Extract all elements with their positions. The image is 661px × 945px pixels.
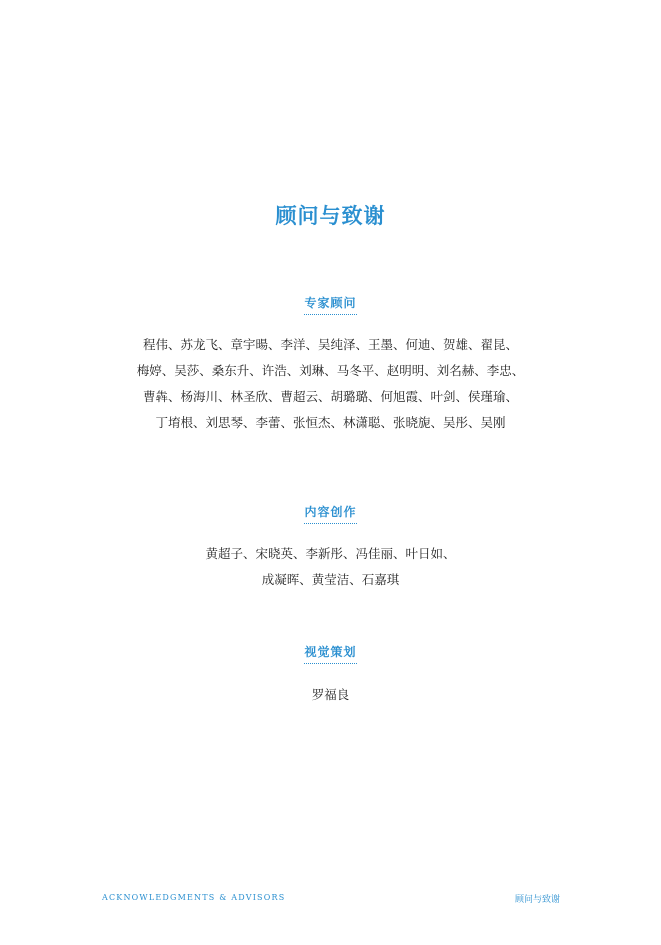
expert-advisors-list bbox=[0, 332, 661, 436]
name-line: 成凝晖、黄莹洁、石嘉琪 bbox=[261, 572, 400, 587]
name-line: 程伟、苏龙飞、章宇暘、李洋、吴纯泽、王墨、何迪、贺雄、翟昆、 bbox=[142, 337, 518, 352]
section-heading-visual-planning: 视觉策划 bbox=[304, 643, 356, 664]
name-line: 曹犇、杨海川、林圣欣、曹超云、胡璐璐、何旭霞、叶剑、侯瑾瑜、 bbox=[142, 389, 518, 404]
name-line: 梅婷、吴莎、桑东升、许浩、刘琳、马冬平、赵明明、刘名赫、李忠、 bbox=[136, 363, 525, 378]
section-content-creation bbox=[0, 501, 661, 593]
name-line: 黄超子、宋晓英、李新彤、冯佳丽、叶日如、 bbox=[205, 546, 456, 561]
name-line: 罗福良 bbox=[311, 687, 350, 702]
visual-planning-list bbox=[0, 682, 661, 708]
footer-chapter-title: 顾问与致谢 bbox=[514, 895, 560, 905]
section-heading-expert-advisors: 专家顾问 bbox=[304, 294, 356, 315]
content-creation-list bbox=[0, 541, 661, 593]
page-title: 顾问与致谢 bbox=[275, 203, 386, 228]
name-line: 丁堉根、刘思琴、李蕾、张恒杰、林潇聪、张晓旎、吴彤、吴刚 bbox=[155, 415, 506, 430]
section-expert-advisors bbox=[0, 292, 661, 436]
footer-running-title: ACKNOWLEDGMENTS & ADVISORS bbox=[102, 893, 286, 902]
section-heading-content-creation: 内容创作 bbox=[304, 503, 356, 524]
section-visual-planning bbox=[0, 641, 661, 708]
